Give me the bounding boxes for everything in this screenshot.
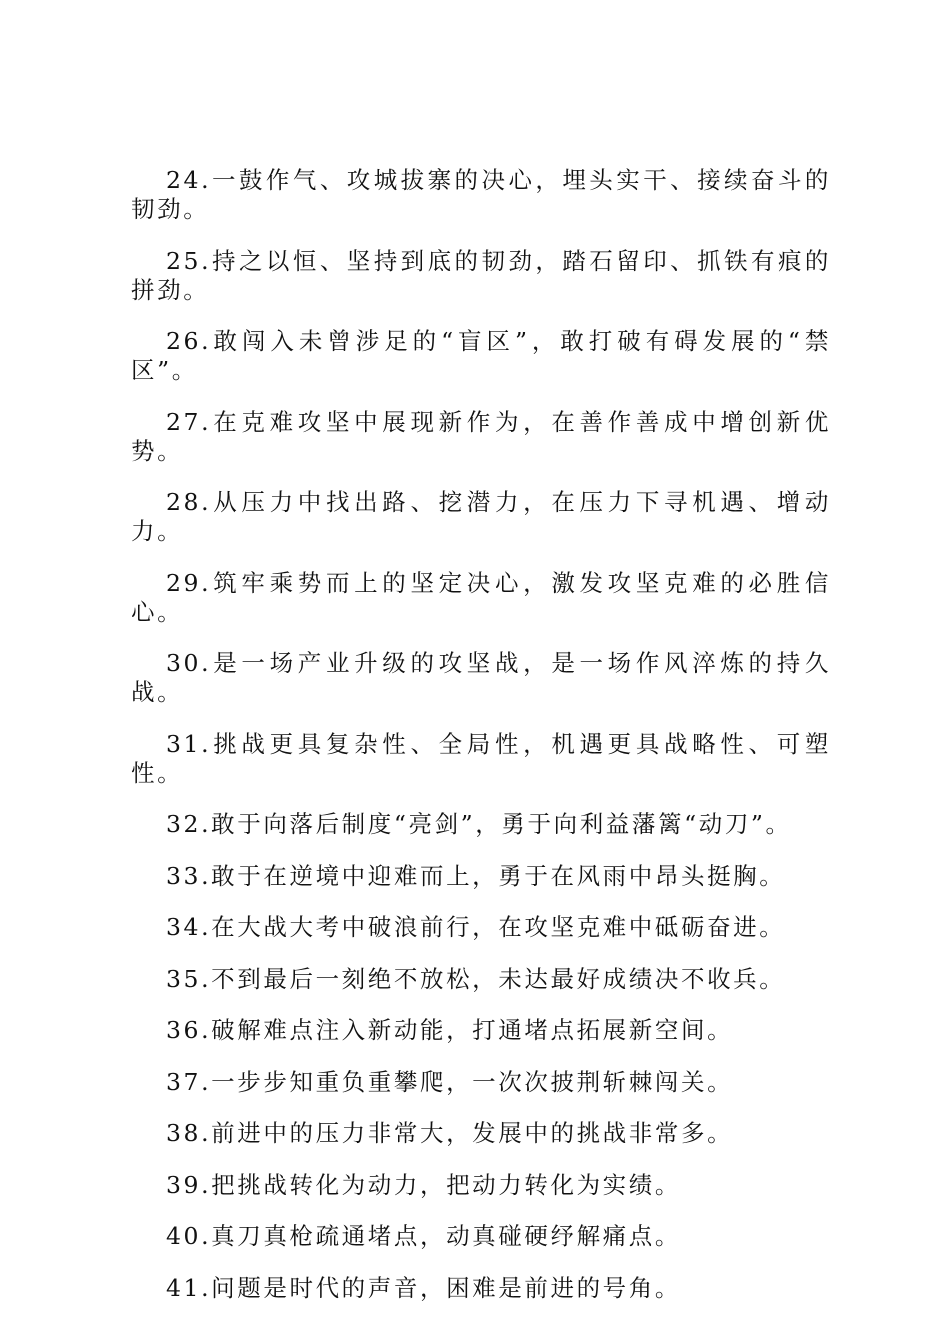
list-item: 33.敢于在逆境中迎难而上，勇于在风雨中昂头挺胸。 [166,861,786,890]
list-item: 36.破解难点注入新动能，打通堵点拓展新空间。 [166,1016,734,1044]
list-item: 39.把挑战转化为动力，把动力转化为实绩。 [166,1170,681,1199]
list-item: 29.筑牢乘势而上的坚定决心，激发攻坚克难的必胜信心。 [131,568,831,626]
list-item: 40.真刀真枪疏通堵点，动真碰硬纾解痛点。 [166,1222,681,1250]
list-item: 26.敢闯入未曾涉足的“盲区”，敢打破有碍发展的“禁区”。 [131,327,831,384]
list-item: 41.问题是时代的声音，困难是前进的号角。 [166,1273,681,1302]
list-item: 34.在大战大考中破浪前行，在攻坚克难中砥砺奋进。 [166,913,786,941]
list-item: 25.持之以恒、坚持到底的韧劲，踏石留印、抓铁有痕的拼劲。 [131,246,831,304]
document-body [131,166,831,1325]
list-item: 27.在克难攻坚中展现新作为，在善作善成中增创新优势。 [131,407,831,465]
list-item: 28.从压力中找出路、挖潜力，在压力下寻机遇、增动力。 [131,488,831,545]
list-item: 30.是一场产业升级的攻坚战，是一场作风淬炼的持久战。 [131,649,831,706]
list-item: 37.一步步知重负重攀爬，一次次披荆斩棘闯关。 [166,1067,734,1096]
list-item: 31.挑战更具复杂性、全局性，机遇更具战略性、可塑性。 [131,729,831,787]
list-item: 38.前进中的压力非常大，发展中的挑战非常多。 [166,1119,734,1147]
list-item: 32.敢于向落后制度“亮剑”，勇于向利益藩篱“动刀”。 [166,810,792,838]
list-item: 24.一鼓作气、攻城拔寨的决心，埋头实干、接续奋斗的韧劲。 [131,166,831,223]
list-item: 35.不到最后一刻绝不放松，未达最好成绩决不收兵。 [166,964,786,993]
